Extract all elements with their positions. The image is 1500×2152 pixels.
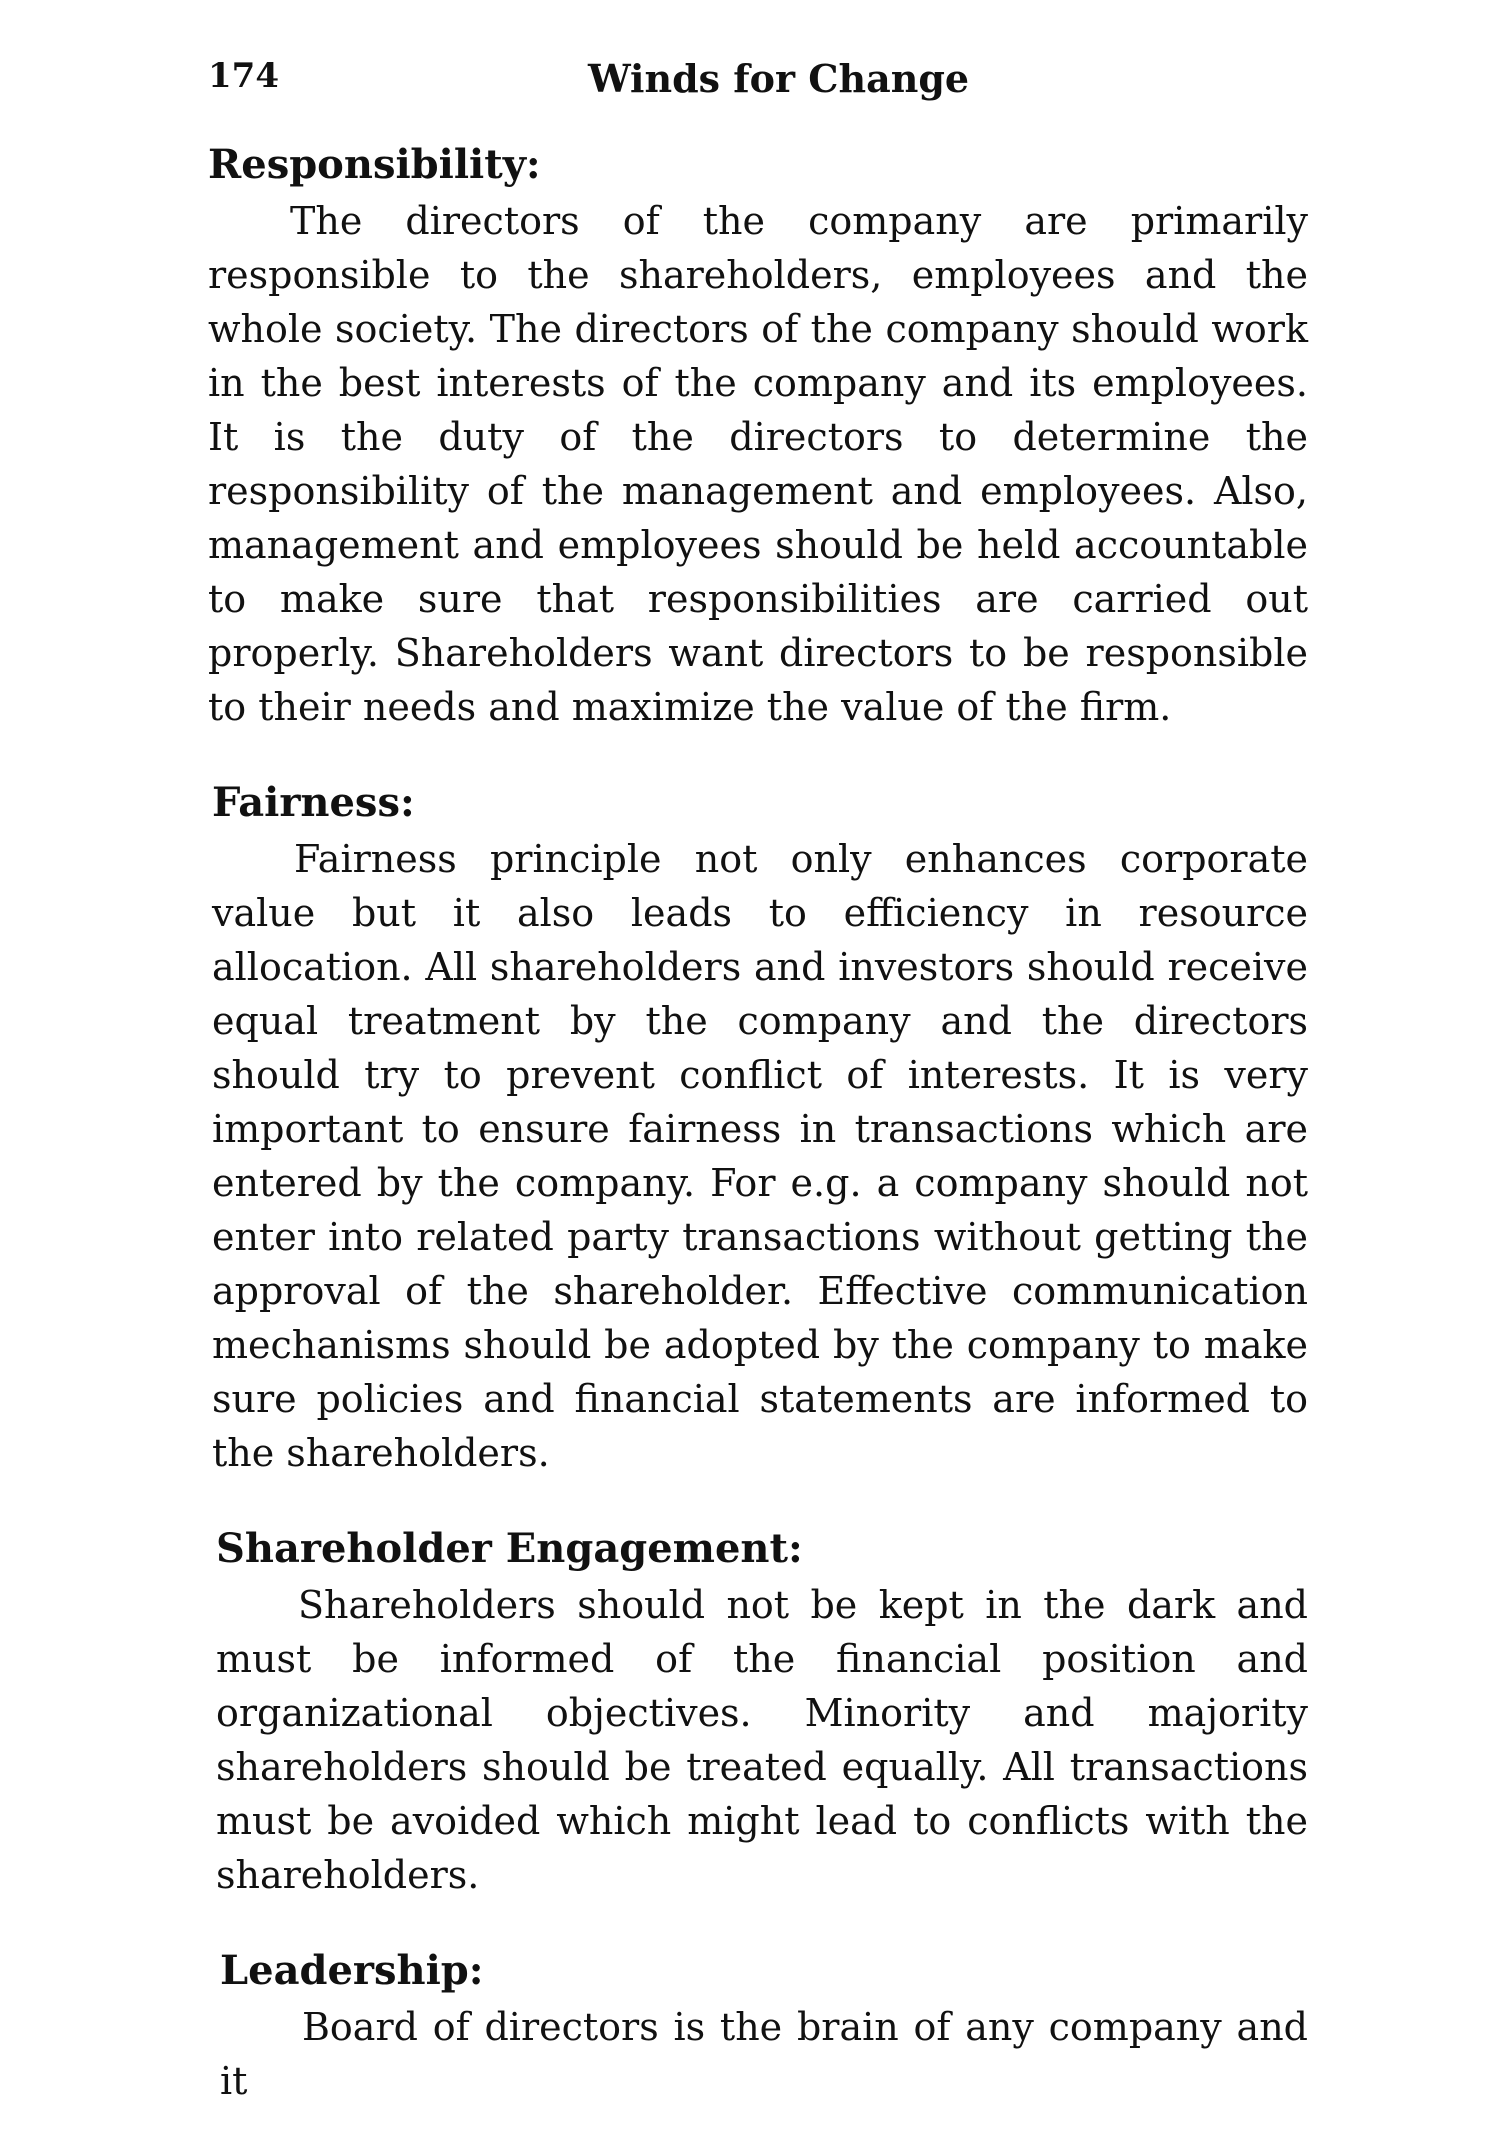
running-title: Winds for Change — [588, 56, 970, 101]
section-heading: Shareholder Engagement: — [216, 1525, 803, 1572]
running-head — [208, 56, 1318, 106]
body-text — [208, 140, 1308, 2152]
section-heading: Fairness: — [212, 779, 415, 826]
section-leadership — [220, 1946, 1308, 2108]
section-responsibility — [208, 140, 1308, 734]
section-shareholder-engagement — [216, 1524, 1308, 1902]
section-paragraph: Shareholders should not be kept in the dark and must be informed of the financial position and organizational objectives. Minority and majority shareholders should be treated equally. All transactions must be avoided which might lead to conflicts with the shareholders. — [216, 1583, 1308, 1897]
section-paragraph: The directors of the company are primarily responsible to the shareholders, employees and the whole society. The directors of the company should work in the best interests of the company and its employees. It is the duty of the directors to determine the responsibility of the management and employees. Also, management and employees should be held accountable to make sure that responsibilities are carried out properly. Shareholders want directors to be responsible to their needs and maximize the value of the firm. — [208, 199, 1308, 729]
section-heading: Leadership: — [220, 1947, 484, 1994]
page-number: 174 — [208, 56, 279, 96]
section-heading: Responsibility: — [208, 141, 541, 188]
section-fairness — [212, 778, 1308, 1480]
section-paragraph: Board of directors is the brain of any company and it — [220, 2005, 1308, 2103]
section-paragraph: Fairness principle not only enhances corporate value but it also leads to efficiency in resource allocation. All shareholders and investors should receive equal treatment by the company and the directors should try to prevent conflict of interests. It is very important to ensure fairness in transactions which are entered by the company. For e.g. a company should not enter into related party transactions without getting the approval of the shareholder. Effective communication mechanisms should be adopted by the company to make sure policies and financial statements are informed to the shareholders. — [212, 837, 1308, 1475]
